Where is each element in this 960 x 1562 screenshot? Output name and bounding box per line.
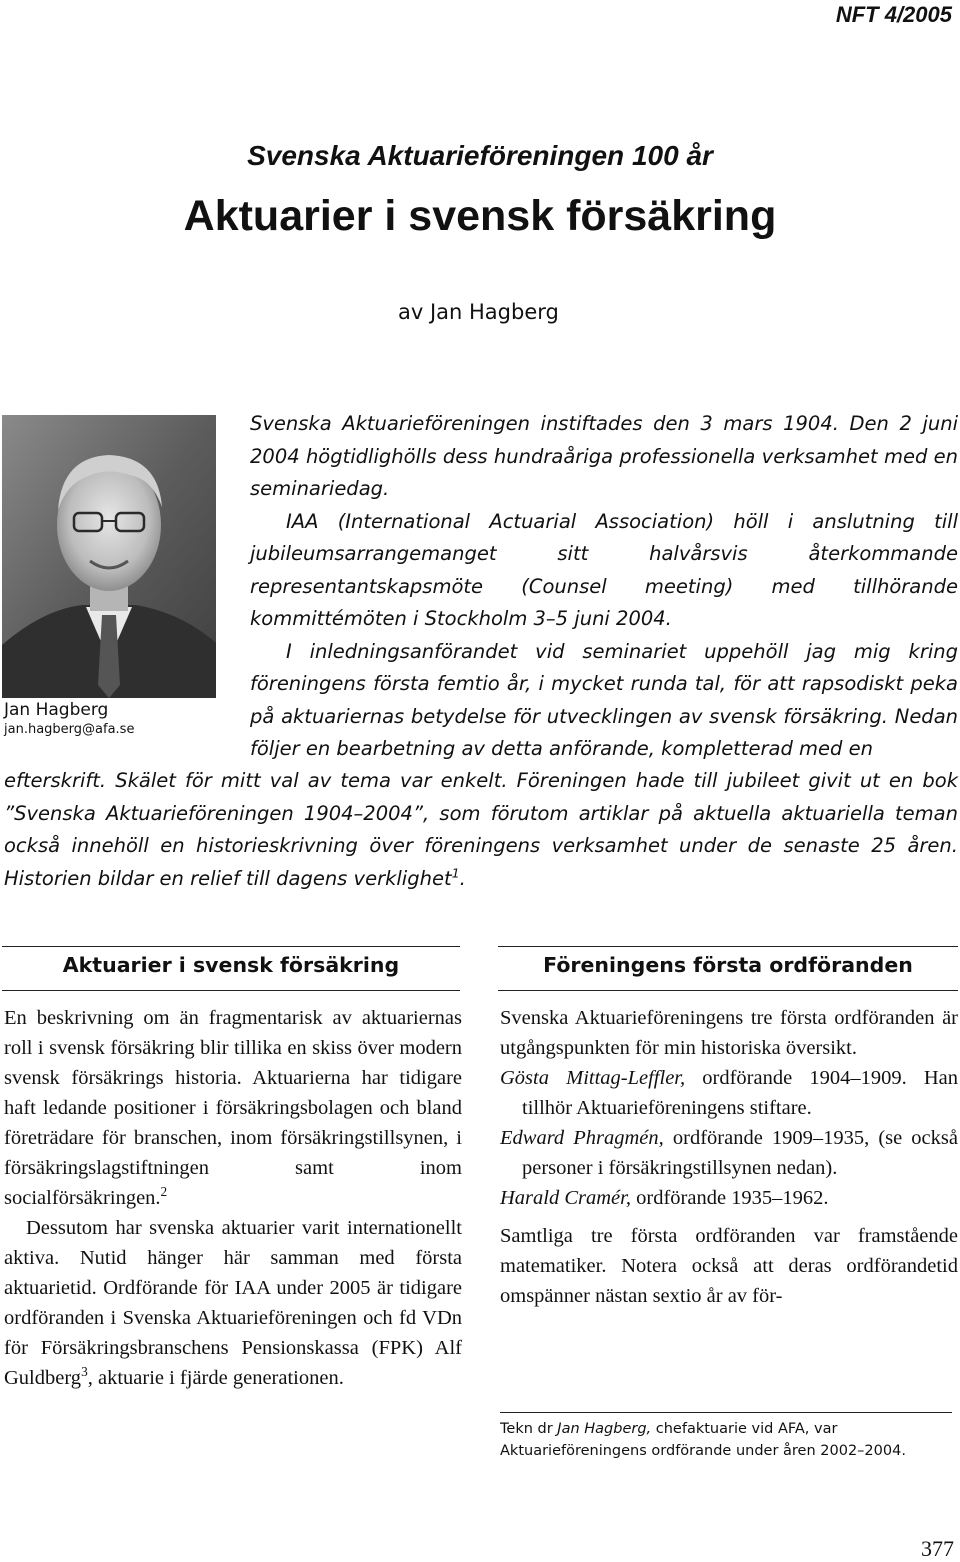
left-paragraph-1 <box>4 1003 462 1213</box>
footnote-prefix: Tekn dr <box>500 1421 558 1437</box>
chair-entry-2-name: Edward Phragmén, <box>500 1127 664 1149</box>
left-paragraph-2-text: Dessutom har svenska aktuarier varit internationellt aktiva. Nutid hänger här samman med första aktuarietid. Ordförande för IAA under 2005 är tidigare ordföranden i Svenska Aktuarieföreningen och fd VDn för Försäkringsbranschens Pensionskassa (FPK) Alf Guldberg <box>4 1217 462 1389</box>
intro-paragraph-1: Svenska Aktuarieföreningen instiftades den 3 mars 1904. Den 2 juni 2004 högtidlighölls dess hundraåriga professionella verksamhet med en seminariedag. <box>250 412 958 500</box>
right-heading-rule-bottom <box>498 990 958 991</box>
footnote-text: chefaktuarie vid AFA, var Aktuarieföreningens ordförande under åren 2002–2004. <box>500 1421 906 1459</box>
intro-paragraph-3: I inledningsanförandet vid seminariet uppehöll jag mig kring föreningens första femtio år, i mycket runda tal, för att rapsodiskt peka på aktuariernas betydelse för utvecklingen av svensk försäkring. Nedan följer en bearbetning av detta anförande, kompletterad med en <box>250 639 958 760</box>
chair-entry-1 <box>500 1063 958 1123</box>
intro-text-continuation <box>4 765 958 895</box>
intro-continuation-end: . <box>459 866 466 890</box>
footnote-author-name: Jan Hagberg, <box>557 1421 652 1437</box>
left-paragraph-2 <box>4 1213 462 1393</box>
chair-entry-3-name: Harald Cramér, <box>500 1187 631 1209</box>
chair-entry-2-text: ordförande 1909–1935, (se också personer i försäkringstillsynen nedan). <box>522 1127 958 1179</box>
author-footnote <box>500 1418 952 1462</box>
article-byline: av Jan Hagberg <box>398 300 559 324</box>
intro-text-beside-photo <box>250 408 958 766</box>
left-paragraph-2-end: , aktuarie i fjärde generationen. <box>87 1367 344 1389</box>
left-column-body <box>4 1003 462 1393</box>
right-column-body <box>500 1003 958 1311</box>
footnote-ref-3: 3 <box>81 1364 88 1380</box>
left-heading-rule-top <box>2 946 460 947</box>
right-intro-paragraph: Svenska Aktuarieföreningens tre första ordföranden är utgångspunkten för min historiska översikt. <box>500 1007 958 1059</box>
chair-entry-2 <box>500 1123 958 1183</box>
right-closing-paragraph: Samtliga tre första ordföranden var framstående matematiker. Notera också att deras ordförandetid omspänner nästan sextio år av för- <box>500 1225 958 1307</box>
footnote-rule <box>500 1412 952 1413</box>
footnote-ref-2: 2 <box>160 1184 168 1200</box>
chair-entry-1-name: Gösta Mittag-Leffler, <box>500 1067 686 1089</box>
author-portrait-photo <box>2 415 216 698</box>
right-section-heading: Föreningens första ordföranden <box>543 953 913 977</box>
author-name-caption: Jan Hagberg <box>4 700 109 720</box>
intro-continuation-text: efterskrift. Skälet för mitt val av tema var enkelt. Föreningen hade till jubileet givit ut en bok ”Svenska Aktuarieföreningen 1904–2004”, som förutom artiklar på aktuella aktuariella teman också innehöll en historieskrivning över föreningens verksamhet under de senaste 25 åren. Historien bildar en relief till dagens verklighet <box>4 769 958 890</box>
right-heading-rule-top <box>498 946 958 947</box>
footnote-ref-1: 1 <box>451 865 460 880</box>
article-title: Aktuarier i svensk försäkring <box>183 192 777 240</box>
article-kicker: Svenska Aktuarieföreningen 100 år <box>247 140 713 171</box>
intro-paragraph-3-continued <box>4 765 958 895</box>
chair-entry-3-text: ordförande 1935–1962. <box>631 1187 829 1209</box>
left-section-heading: Aktuarier i svensk försäkring <box>62 953 400 977</box>
chair-entry-1-text: ordförande 1904–1909. Han tillhör Aktuarieföreningens stiftare. <box>522 1067 958 1119</box>
left-paragraph-1-text: En beskrivning om än fragmentarisk av aktuariernas roll i svensk försäkring blir tillika en skiss över modern svensk försäkrings historia. Aktuarierna har tidigare haft ledande positioner i försäkringsbolagen och bland företrädare för branschen, inom försäkringstillsynen, i försäkringslagstiftningen samt inom socialförsäkringen. <box>4 1007 462 1209</box>
left-heading-rule-bottom <box>2 990 460 991</box>
author-email-caption[interactable]: jan.hagberg@afa.se <box>4 722 135 737</box>
page-number: 377 <box>921 1536 954 1561</box>
chair-entry-3 <box>500 1183 958 1213</box>
portrait-image <box>2 415 216 698</box>
journal-issue-header: NFT 4/2005 <box>835 2 952 27</box>
intro-paragraph-2: IAA (International Actuarial Association) höll i anslutning till jubileumsarrangemanget sitt halvårsvis återkommande representantskapsmöte (Counsel meeting) med tillhörande kommittémöten i Stockholm 3–5 juni 2004. <box>250 509 958 630</box>
